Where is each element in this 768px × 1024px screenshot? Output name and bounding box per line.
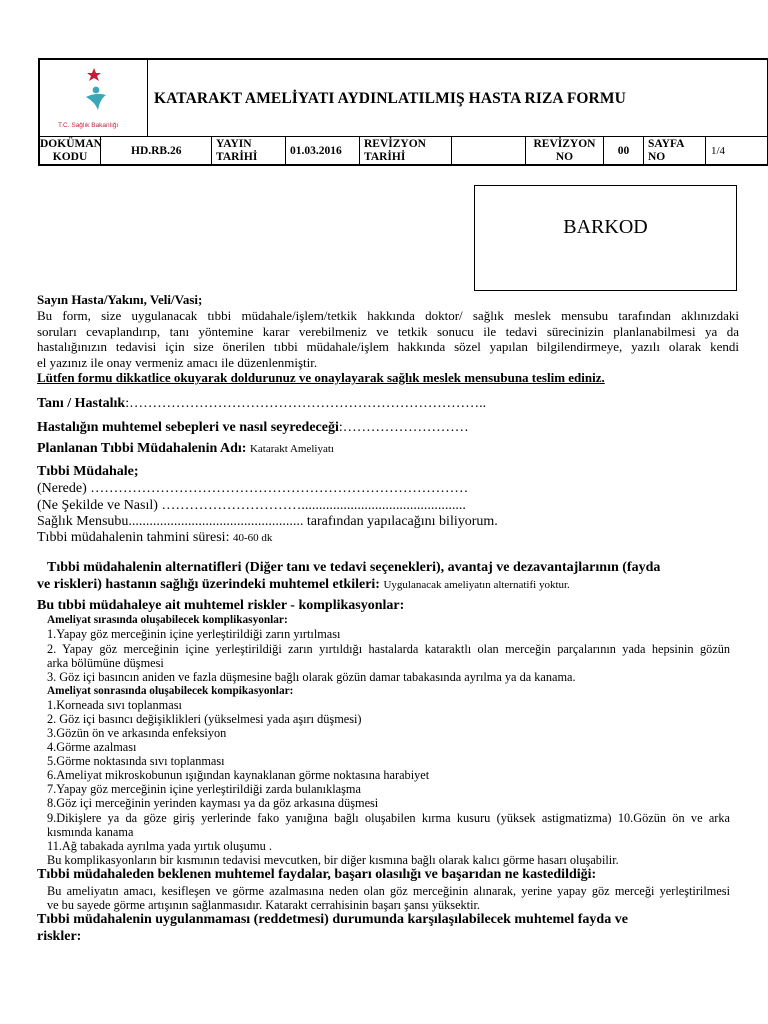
- after-item-5: 5.Görme noktasında sıvı toplanması: [47, 754, 225, 768]
- during-item-2-cont: arka bölümüne düşmesi: [47, 656, 164, 670]
- rev-date-label-line1: REVİZYON: [364, 138, 426, 150]
- barcode-box: [474, 185, 737, 291]
- after-item-3: 3.Gözün ön ve arkasında enfeksiyon: [47, 726, 227, 740]
- greeting: Sayın Hasta/Yakını, Veli/Vasi;: [37, 292, 203, 307]
- intro-line-1: Bu form, size uygulanacak tıbbi müdahale/işlem/tetkik hakkında doktor/ sağlık meslek mensubu tarafından aklınızdaki: [37, 308, 739, 323]
- page-value: 1/4: [711, 144, 726, 157]
- refusal-heading-2: riskler:: [37, 929, 82, 944]
- after-item-11: 11.Ağ tabakada ayrılma yada yırtık oluşumu .: [47, 839, 272, 853]
- benefits-heading: Tıbbi müdahaleden beklenen muhtemel faydalar, başarı olasılığı ve başarıdan ne kastedildiği:: [37, 867, 597, 882]
- intro-line-2: soruları cevaplandırıp, tanı yöntemine karar verebilmeniz ve tetkik sonucu ile tedavi sürecinizin planlanabilmesi ya da: [37, 324, 739, 339]
- rev-date-label-line2: TARİHİ: [364, 151, 406, 163]
- alternatives-heading-2: ve riskleri) hastanın sağlığı üzerindeki muhtemel etkileri:: [37, 577, 380, 592]
- rev-no-label-line1: REVİZYON: [533, 138, 596, 150]
- alternatives-row: [37, 577, 570, 593]
- alternatives-heading-1: Tıbbi müdahalenin alternatifleri (Diğer tanı ve tedavi seçenekleri), avantaj ve dezavantajlarının (fayda: [47, 560, 661, 575]
- during-item-1: 1.Yapay göz merceğinin içine yerleştirildiği zarın yırtılması: [47, 627, 341, 641]
- course-row: [37, 420, 469, 436]
- page-label-line2: NO: [648, 151, 666, 163]
- diagnosis-field[interactable]: :…………………………………………………………………..: [125, 396, 487, 411]
- duration-label: Tıbbi müdahalenin tahmini süresi:: [37, 530, 230, 545]
- after-item-9: 9.Dikişlere ya da göze giriş yerlerinde fako yanığına bağlı oluşabilen kırma kusuru (yüksek astigmatizma) 10.Gözün ön ve arka: [47, 811, 730, 825]
- rev-no-label: [526, 136, 604, 166]
- duration-value: 40-60 dk: [232, 532, 273, 544]
- during-item-3: 3. Göz içi basıncın aniden ve fazla düşmesine bağlı olarak gözün damar tabakasında ayrılma ya da kanama.: [47, 670, 576, 684]
- ministry-logo: [40, 60, 148, 136]
- during-heading: Ameliyat sırasında oluşabilecek komplikasyonlar:: [47, 614, 288, 626]
- benefits-line-2: ve bu sayede görme artışının sağlanmasıdır. Katarakt cerrahisinin başarı şansı yüksektir.: [47, 898, 481, 912]
- staff-field[interactable]: Sağlık Mensubu.................................................. tarafından yapılacağını biliyorum.: [37, 514, 498, 529]
- benefits-line-1: Bu ameliyatın amacı, kesifleşen ve görme azalmasına neden olan göz merceğinin alınarak, yerine yapay göz merceği yerleştirilmesi: [47, 884, 730, 898]
- pub-date-label: [212, 136, 286, 166]
- page-label-line1: SAYFA: [648, 138, 685, 150]
- diagnosis-row: [37, 396, 486, 412]
- pub-date-label-line1: YAYIN: [216, 138, 252, 150]
- planned-row: [37, 441, 334, 457]
- doc-code-value: HD.RB.26: [101, 136, 212, 166]
- after-note: Bu komplikasyonların bir kısmının tedavisi mevcutken, bir diğer kısmına bağlı olarak kalıcı görme hasarı oluşabilir.: [47, 853, 619, 867]
- course-label: Hastalığın muhtemel sebepleri ve nasıl seyredeceği: [37, 420, 339, 435]
- course-field[interactable]: :………………………: [338, 420, 469, 435]
- pub-date-value: 01.03.2016: [286, 136, 360, 166]
- after-item-6: 6.Ameliyat mikroskobunun ışığından kaynaklanan görme noktasına harabiyet: [47, 768, 430, 782]
- intervention-label: Tıbbi Müdahale;: [37, 464, 139, 479]
- how-field[interactable]: (Ne Şekilde ve Nasıl) …………………………...............................................: [37, 498, 466, 513]
- notice: Lütfen formu dikkatlice okuyarak doldurunuz ve onaylayarak sağlık meslek mensubuna teslim ediniz.: [37, 370, 605, 385]
- pub-date-label-line2: TARİHİ: [216, 151, 258, 163]
- header-meta-row: [40, 136, 767, 166]
- diagnosis-label: Tanı / Hastalık: [37, 396, 126, 411]
- ministry-logo-icon: [56, 66, 132, 124]
- where-field[interactable]: (Nerede) ………………………………………………………………………: [37, 481, 469, 496]
- after-heading: Ameliyat sonrasında oluşabilecek kompikasyonlar:: [47, 685, 294, 697]
- after-item-9-cont: kısmında kanama: [47, 825, 134, 839]
- alternatives-value: Uygulanacak ameliyatın alternatifi yoktur.: [383, 579, 570, 591]
- rev-date-value: [452, 136, 526, 166]
- rev-date-label: [360, 136, 452, 166]
- document-header-table: [38, 58, 768, 166]
- during-item-2: 2. Yapay göz merceğinin içine yerleştirildiği zarın yırtıldığı hastalarda kataraktlı olan merceğin parçalarının yada hepsinin gözün: [47, 642, 730, 656]
- page-label: [644, 136, 706, 166]
- duration-row: [37, 530, 272, 546]
- doc-code-label-line1: DOKÜMAN: [40, 138, 102, 150]
- form-title: KATARAKT AMELİYATI AYDINLATILMIŞ HASTA RIZA FORMU: [154, 90, 626, 107]
- logo-caption: T.C. Sağlık Bakanlığı: [58, 122, 119, 129]
- after-item-7: 7.Yapay göz merceğinin içine yerleştirildiği zarda bulanıklaşma: [47, 782, 361, 796]
- risks-heading: Bu tıbbi müdahaleye ait muhtemel riskler - komplikasyonlar:: [37, 598, 405, 613]
- planned-label: Planlanan Tıbbi Müdahalenin Adı:: [37, 441, 247, 456]
- planned-value: Katarakt Ameliyatı: [249, 443, 334, 455]
- after-item-2: 2. Göz içi basıncı değişiklikleri (yükselmesi yada aşırı düşmesi): [47, 712, 362, 726]
- after-item-8: 8.Göz içi merceğinin yerinden kayması ya da göz arkasına düşmesi: [47, 796, 379, 810]
- refusal-heading-1: Tıbbi müdahalenin uygulanmaması (reddetmesi) durumunda karşılaşılabilecek muhtemel fayda ve: [37, 912, 628, 927]
- header-top-row: [40, 60, 767, 137]
- intro-line-4: el yazınız ile onay vermeniz amacı ile düzenlenmiştir.: [37, 355, 318, 370]
- after-item-1: 1.Korneada sıvı toplanması: [47, 698, 182, 712]
- barcode-label: BARKOD: [563, 216, 648, 238]
- rev-no-label-line2: NO: [555, 151, 574, 163]
- intro-line-3: hastalığınızın tedavisi için size önerilen tıbbi müdahale/işlem hakkında sözel yapılan bilgilendirmeye, yazılı olarak kendi: [37, 339, 739, 354]
- doc-code-label: [40, 136, 101, 166]
- after-item-4: 4.Görme azalması: [47, 740, 137, 754]
- rev-no-value: 00: [604, 136, 644, 166]
- doc-code-label-line2: KODU: [52, 151, 88, 163]
